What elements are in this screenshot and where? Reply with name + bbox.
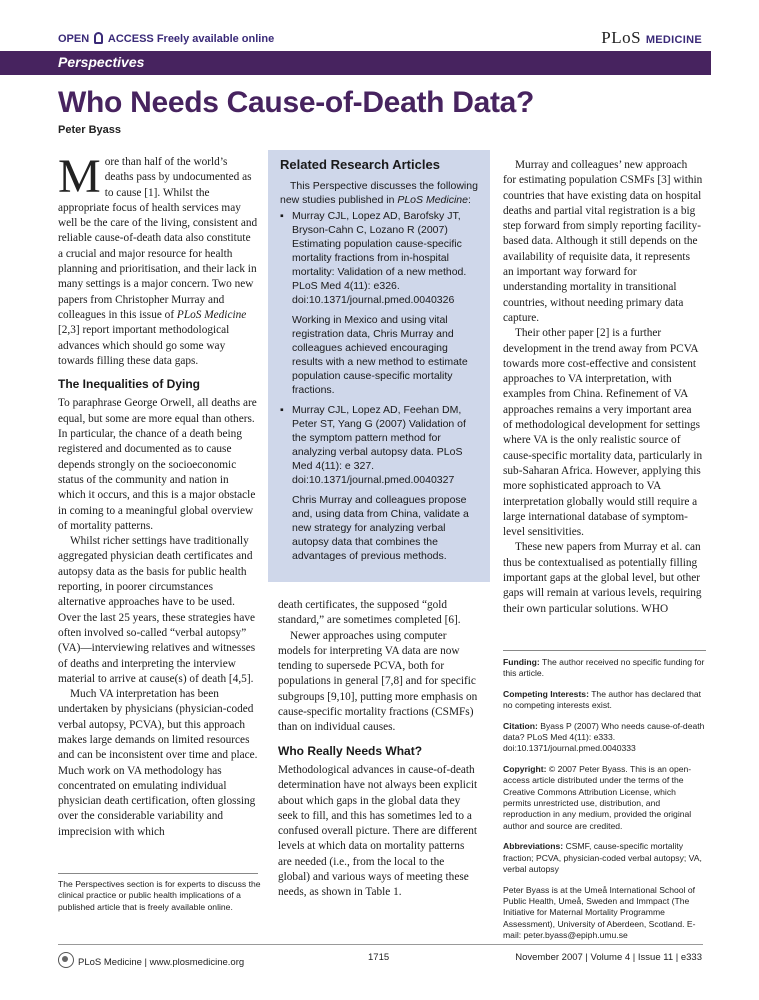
footer-issue: November 2007 | Volume 4 | Issue 11 | e333 xyxy=(515,952,702,963)
paragraph: Methodological advances in cause-of-death determination have not always been explicit about which gaps in the global data they seek to fill, and this has sometimes led to a confused overall picture. There are different levels at which data on mortality patterns are needed (i.e., from the local to the global) and various ways of meeting these needs, as shown in Table 1. xyxy=(278,763,478,899)
reference-note: Working in Mexico and using vital registration data, Chris Murray and colleagues achieved encouraging results with a new method to estimate population cause-specific mortality fractions. xyxy=(292,314,468,396)
author-name: Peter Byass xyxy=(58,124,121,136)
footer-journal[interactable]: PLoS Medicine | www.plosmedicine.org xyxy=(78,957,245,968)
affiliation-text: Peter Byass is at the Umeå International School of Public Health, Umeå, Sweden and Immpact (The Initiative for Maternal Mortality Programme Assessment), University of Aberdeen, Scotland. E-mail: peter.byass@epiph.umu.se xyxy=(503,884,696,941)
footnote-divider xyxy=(58,873,258,874)
bullet-icon: ▪ xyxy=(280,404,284,416)
paragraph: These new papers from Murray et al. can thus be contextualised as potentially filling important gaps at the global level, but other gaps will remain at various levels, requiring their own particular solutions. WHO xyxy=(503,541,702,615)
reference-text[interactable]: Murray CJL, Lopez AD, Barofsky JT, Bryson-Cahn C, Lozano R (2007) Estimating population cause-specific mortality fractions from in-hospital mortality: Validation of a new method. PLoS Med 4(11): e326. doi:10.1371/journal.pmed.0040326 xyxy=(292,210,467,306)
paragraph: Their other paper [2] is a further development in the trend away from PCVA towards more cost-effective and consistent approaches to VA interpretation, with examples from China. Refinement of VA approaches remains a very important area of methodological development for settings where VA is the only realistic source of cause-specific mortality data, particularly in sub-Saharan Africa. However, applying this more sophisticated approach to VA interpretation globally would still require a large international database of symptom-level sensitivities. xyxy=(503,327,703,539)
reference-item xyxy=(280,209,480,307)
box-intro-end: : xyxy=(467,194,471,206)
logo-plos: PLoS xyxy=(601,28,642,47)
competing-label: Competing Interests: xyxy=(503,688,589,699)
citation-label: Citation: xyxy=(503,720,538,731)
reference-text[interactable]: Murray CJL, Lopez AD, Feehan DM, Peter ST, Yang G (2007) Validation of the symptom pattern method for analyzing verbal autopsy data. PLoS Med 4(11): e 327. doi:10.1371/journal.pmed.0040327 xyxy=(292,404,466,486)
paragraph: Newer approaches using computer models for interpreting VA data are now tending to supersede PCVA, both for populations in general [7,8] and for specific subgroups [9,10], putting more emphasis on cause-specific mortality fractions (CSMFs) than on individual causes. xyxy=(278,629,478,734)
box-intro: This Perspective discusses the following new studies published in xyxy=(280,180,478,206)
reference-note: Chris Murray and colleagues propose and, using data from China, validate a new strategy for analyzing verbal autopsy data that combines the advantages of previous methods. xyxy=(292,494,469,562)
intro-paragraph-end: [2,3] report important methodological advances which should go some way towards filling these data gaps. xyxy=(58,324,230,367)
funding-text: The author received no specific funding for this article. xyxy=(503,657,705,679)
subheading-who-needs: Who Really Needs What? xyxy=(278,743,423,758)
logo-medicine: MEDICINE xyxy=(645,34,702,46)
abbreviations-label: Abbreviations: xyxy=(503,841,564,852)
paragraph: Whilst richer settings have traditionally aggregated physician death certificates and autopsy data as the basis for public health reporting, in poorer circumstances alternative approaches have to be used. Over the last 25 years, these strategies have often involved so-called “verbal autopsy” (VA)—interviewing relatives and witnesses of deaths and interpreting the interview material to arrive at cause(s) of death [4,5]. xyxy=(58,535,256,685)
abbreviations-text: CSMF, cause-specific mortality fraction; PCVA, physician-coded verbal autopsy; VA, verbal autopsy xyxy=(503,841,702,875)
bullet-icon: ▪ xyxy=(280,210,284,222)
footer-divider xyxy=(58,944,703,945)
meta-divider xyxy=(503,650,706,651)
subheading-inequalities: The Inequalities of Dying xyxy=(58,377,201,392)
page-number: 1715 xyxy=(368,952,390,963)
journal-logo xyxy=(601,28,702,48)
box-journal: PLoS Medicine xyxy=(397,194,468,206)
related-articles-box xyxy=(268,150,490,582)
journal-name: PLoS Medicine xyxy=(176,308,247,321)
intro-paragraph: ore than half of the world’s deaths pass by undocumented as to cause [1]. Whilst the appropriate focus of health services may well be the care of the living, consistent and reliable cause-of-death data also constitute a crucial and major resource for health planning and prioritisation, and their lack in many settings is a major concern. Two new papers from Christopher Murray and colleagues in this issue of xyxy=(58,156,258,321)
paragraph: Murray and colleagues’ new approach for estimating population CSMFs [3] within countries that have existing data on hospital deaths and partial vital registration is a big step forward from simply reporting facility-based data. Although it still depends on the availability of requisite data, it represents an important way forward for understanding mortality in transitional countries, without needing primary data capture. xyxy=(503,159,703,324)
open-access-banner xyxy=(58,32,274,45)
drop-cap: M xyxy=(58,150,101,203)
freely-label: Freely available online xyxy=(156,33,275,45)
funding-label: Funding: xyxy=(503,657,540,667)
column-1 xyxy=(58,150,258,840)
open-label: OPEN xyxy=(58,33,90,45)
paragraph: To paraphrase George Orwell, all deaths are equal, but some are more equal than others. In particular, the chance of a death being registered and documented as to cause depends strongly on the socioeconomic status of the community and nation in which it occurs, and this is a major obstacle in coming to a meaningful global overview of mortality patterns. xyxy=(58,397,257,532)
box-title: Related Research Articles xyxy=(280,157,440,172)
perspectives-footnote: The Perspectives section is for experts to discuss the clinical practice or public health implications of a published article that is freely available online. xyxy=(58,879,261,912)
paragraph: death certificates, the supposed “gold standard,” are sometimes completed [6]. xyxy=(278,599,461,627)
paragraph: Much VA interpretation has been undertaken by physicians (physician-coded verbal autopsy, PCVA), but this approach makes large demands on limited resources and can be inconsistent over time and place. Much work on VA methodology has concentrated on emulating individual physician death certification, often glossing over the considerable variability and imprecision with which xyxy=(58,688,258,838)
section-label: Perspectives xyxy=(58,54,145,70)
plos-logo-icon xyxy=(58,952,74,968)
section-bar xyxy=(0,51,711,75)
open-lock-icon xyxy=(94,32,103,44)
column-2 xyxy=(278,598,478,901)
footer-left xyxy=(58,952,244,968)
article-title: Who Needs Cause-of-Death Data? xyxy=(58,86,535,119)
citation-text: Byass P (2007) Who needs cause-of-death data? PLoS Med 4(11): e333. doi:10.1371/journal.pmed.0040333 xyxy=(503,720,705,754)
access-label: ACCESS xyxy=(107,33,154,45)
copyright-text: © 2007 Peter Byass. This is an open-access article distributed under the terms of the Creative Commons Attribution License, which permits unrestricted use, distribution, and reproduction in any medium, provided the original author and source are credited. xyxy=(503,763,692,831)
competing-text: The author has declared that no competing interests exist. xyxy=(503,688,702,711)
reference-item xyxy=(280,403,480,487)
column-3 xyxy=(503,158,703,617)
article-metadata xyxy=(503,657,706,951)
copyright-label: Copyright: xyxy=(503,763,547,774)
